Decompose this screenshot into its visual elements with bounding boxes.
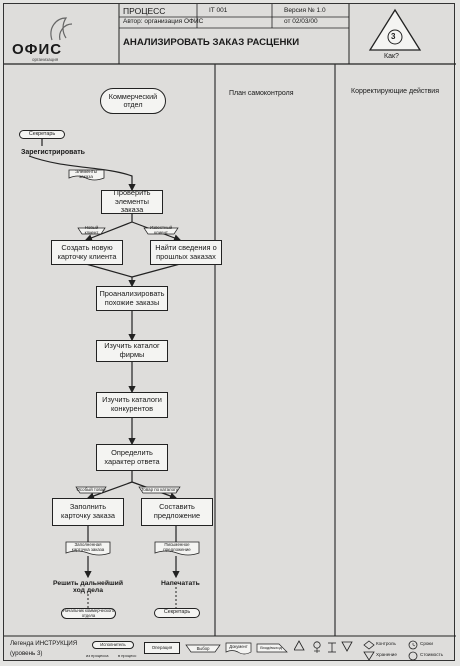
step-study-company-catalog: Изучить каталог фирмы bbox=[96, 340, 168, 362]
step-create-client-card: Создать новую карточку клиента bbox=[51, 240, 123, 265]
process-label: ПРОЦЕСС bbox=[123, 6, 166, 16]
column-header-control-plan: План самоконтроля bbox=[229, 90, 294, 97]
step-fill-order-card: Заполнить карточку заказа bbox=[52, 498, 124, 526]
circle-marker-icon bbox=[314, 642, 320, 653]
branch-catalog-product: Товар по каталогу bbox=[141, 486, 178, 492]
actor-commercial-department: Коммерческий отдел bbox=[100, 88, 166, 114]
step-register: Зарегистрировать bbox=[21, 149, 85, 156]
legend-level: (уровень 3) bbox=[10, 650, 43, 657]
legend-operation: Операция bbox=[144, 642, 180, 654]
legend-cost: Стоимость bbox=[420, 652, 443, 657]
version-number: Версия № 1.0 bbox=[284, 7, 326, 14]
storage-icon bbox=[364, 652, 374, 660]
step-check-order-elements: Проверить элементы заказа bbox=[101, 190, 163, 214]
clock-icon bbox=[409, 641, 417, 649]
branch-known-client: Известный клиент bbox=[149, 225, 173, 235]
control-icon bbox=[364, 641, 374, 649]
step-decide-next: Решить дальнейший ход дела bbox=[52, 580, 124, 595]
legend-storage: Хранение bbox=[376, 652, 397, 657]
legend-deadline: Сроки bbox=[420, 641, 434, 646]
legend-title: Легенда ИНСТРУКЦИЯ bbox=[10, 640, 78, 647]
issue-date: от 02/03/00 bbox=[284, 18, 318, 25]
stand-marker-icon bbox=[328, 643, 336, 652]
triangle-icon bbox=[294, 641, 304, 650]
legend-document: Документ bbox=[229, 643, 248, 649]
column-header-corrective-actions: Корректирующие действия bbox=[351, 88, 439, 95]
step-study-competitor-catalogs: Изучить каталоги конкурентов bbox=[96, 392, 168, 418]
legend-control: Контроль bbox=[376, 641, 396, 646]
how-label: Как? bbox=[384, 53, 399, 60]
process-title: АНАЛИЗИРОВАТЬ ЗАКАЗ РАСЦЕНКИ bbox=[123, 37, 300, 48]
legend-input-output: Вход/выход bbox=[260, 644, 282, 650]
step-make-proposal: Составить предложение bbox=[141, 498, 213, 526]
document-order-elements: Элементы заказа bbox=[74, 168, 98, 179]
step-analyze-similar-orders: Проанализировать похожие заказы bbox=[96, 286, 168, 311]
document-filled-order-card: Заполненная карточка заказа bbox=[71, 542, 105, 552]
flow-connectors bbox=[4, 4, 456, 662]
branch-special-product: Особый товар bbox=[76, 486, 106, 492]
document-written-proposal: Письменное предложение bbox=[163, 542, 191, 552]
end-event-head-of-department: Начальник коммерческого отдела bbox=[62, 607, 115, 618]
legend-to-process: в процесс bbox=[118, 653, 137, 658]
legend-deadline-cost-icons bbox=[406, 640, 420, 662]
document-code: IT 001 bbox=[209, 7, 228, 14]
start-event-secretary: Секретарь bbox=[19, 130, 65, 139]
step-find-past-orders: Найти сведения о прошлых заказах bbox=[150, 240, 222, 265]
logo-subtitle: организация bbox=[32, 57, 59, 62]
branch-new-client: Новый клиент bbox=[84, 225, 99, 235]
nabla-marker-icon bbox=[342, 642, 352, 651]
legend-control-storage-icons bbox=[362, 640, 376, 662]
legend-decision: Выбор bbox=[196, 645, 210, 651]
coin-icon bbox=[409, 652, 417, 660]
legend-from-process: из процесса bbox=[86, 653, 109, 658]
warning-number: 3 bbox=[391, 32, 396, 41]
logo-text: ОФИС bbox=[12, 41, 63, 58]
step-define-response: Определить характер ответа bbox=[96, 444, 168, 471]
author: Автор: организация ОФИС bbox=[123, 18, 204, 25]
legend-symbol-icons bbox=[294, 639, 360, 659]
instruction-sheet bbox=[3, 3, 455, 661]
legend-executor: Исполнитель bbox=[92, 641, 134, 649]
step-print: Напечатать bbox=[161, 580, 200, 587]
end-event-secretary: Секретарь bbox=[154, 608, 200, 618]
